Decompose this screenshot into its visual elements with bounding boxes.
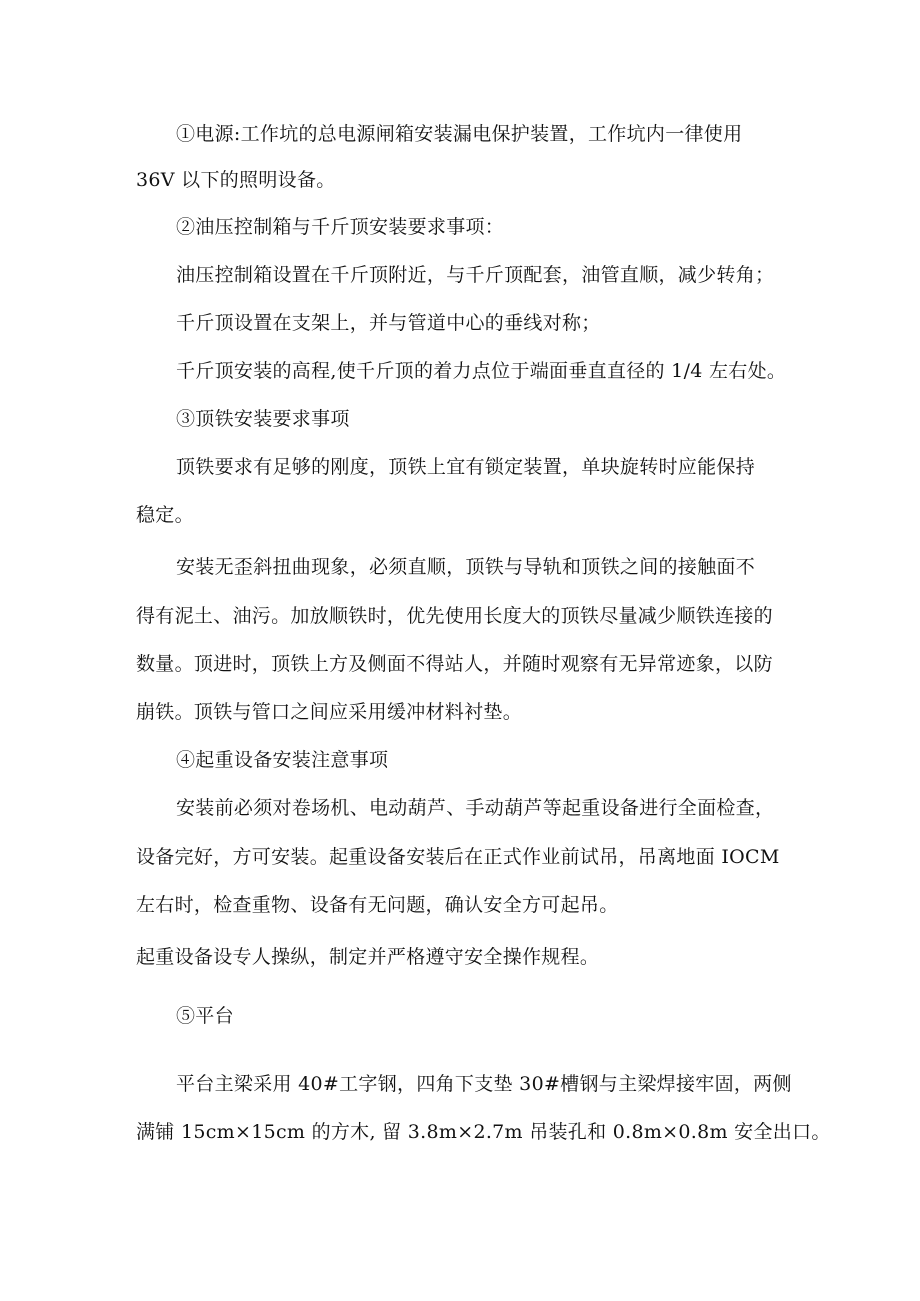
paragraph-platform-line-2: 满铺 15cm×15cm 的方木, 留 3.8m×2.7m 吊装孔和 0.8m×0.8m 安全出口。	[136, 1121, 831, 1143]
paragraph-lifting-line-3: 左右时，检查重物、设备有无问题，确认安全方可起吊。	[136, 894, 619, 916]
paragraph-power-line-2: 36V 以下的照明设备。	[136, 169, 336, 191]
paragraph-install-line-1: 安装无歪斜扭曲现象，必须直顺，顶铁与导轨和顶铁之间的接触面不	[176, 556, 756, 578]
heading-platform: ⑤平台	[176, 1005, 234, 1027]
heading-lifting-equipment: ④起重设备安装注意事项	[176, 749, 389, 771]
paragraph-hydraulic-box: 油压控制箱设置在千斤顶附近，与千斤顶配套，油管直顺，减少转角；	[176, 264, 775, 286]
paragraph-install-line-4: 崩铁。顶铁与管口之间应采用缓冲材料衬垫。	[136, 701, 523, 723]
paragraph-install-line-3: 数量。顶进时，顶铁上方及侧面不得站人，并随时观察有无异常迹象，以防	[136, 653, 773, 675]
paragraph-jack-support: 千斤顶设置在支架上，并与管道中心的垂线对称；	[176, 312, 601, 334]
paragraph-platform-line-1: 平台主梁采用 40#工字钢，四角下支垫 30#槽钢与主梁焊接牢固，两侧	[176, 1073, 792, 1095]
paragraph-install-line-2: 得有泥土、油污。加放顺铁时，优先使用长度大的顶铁尽量减少顺铁连接的	[136, 605, 773, 627]
heading-top-iron: ③顶铁安装要求事项	[176, 408, 350, 430]
paragraph-top-iron-line-2: 稳定。	[136, 504, 194, 526]
paragraph-power-line-1: ①电源:工作坑的总电源闸箱安装漏电保护装置，工作坑内一律使用	[176, 123, 743, 145]
paragraph-top-iron-line-1: 顶铁要求有足够的刚度，顶铁上宜有锁定装置，单块旋转时应能保持	[176, 456, 756, 478]
paragraph-lifting-line-2: 设备完好，方可安装。起重设备安装后在正式作业前试吊，吊离地面 IOCM	[136, 846, 780, 868]
paragraph-lifting-operator: 起重设备设专人操纵，制定并严格遵守安全操作规程。	[136, 946, 600, 968]
paragraph-lifting-line-1: 安装前必须对卷场机、电动葫芦、手动葫芦等起重设备进行全面检查，	[176, 797, 775, 819]
heading-hydraulic-jack: ②油压控制箱与千斤顶安装要求事项：	[176, 216, 505, 238]
paragraph-jack-elevation: 千斤顶安装的高程,使千斤顶的着力点位于端面垂直直径的 1/4 左右处。	[176, 360, 787, 382]
